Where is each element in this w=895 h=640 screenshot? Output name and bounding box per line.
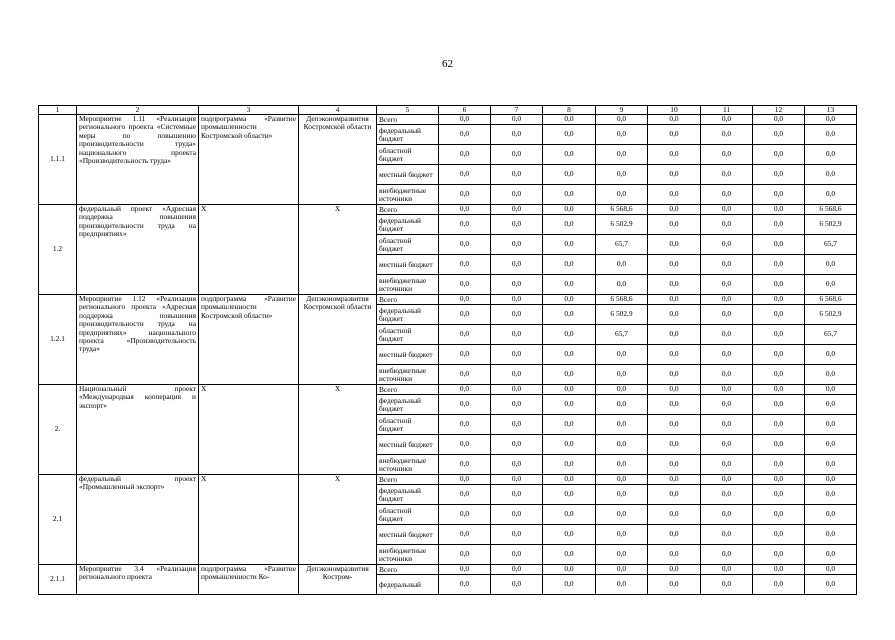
value-cell: 0,0 — [648, 115, 701, 125]
value-cell: 0,0 — [701, 115, 753, 125]
value-cell: 0,0 — [753, 575, 805, 595]
value-cell: 0,0 — [701, 565, 753, 575]
value-cell: 0,0 — [491, 455, 543, 475]
value-cell: 6 568,6 — [805, 205, 857, 215]
value-cell: 0,0 — [491, 205, 543, 215]
value-cell: 6 568,6 — [596, 295, 648, 305]
value-cell: 0,0 — [543, 575, 596, 595]
value-cell: 0,0 — [543, 365, 596, 385]
value-cell: 0,0 — [596, 475, 648, 485]
value-cell: 0,0 — [648, 365, 701, 385]
funding-source: местный бюджет — [377, 255, 439, 275]
value-cell: 0,0 — [439, 395, 491, 415]
value-cell: 0,0 — [491, 185, 543, 205]
value-cell: 0,0 — [753, 545, 805, 565]
value-cell: 0,0 — [753, 505, 805, 525]
value-cell: 0,0 — [491, 415, 543, 435]
value-cell: 0,0 — [753, 185, 805, 205]
row-number: 2.1 — [39, 475, 77, 565]
value-cell: 0,0 — [805, 525, 857, 545]
value-cell: 0,0 — [701, 125, 753, 145]
value-cell: 0,0 — [439, 365, 491, 385]
funding-source: областной бюджет — [377, 145, 439, 165]
value-cell: 0,0 — [648, 215, 701, 235]
value-cell: 0,0 — [439, 125, 491, 145]
value-cell: 0,0 — [596, 485, 648, 505]
value-cell: 0,0 — [648, 415, 701, 435]
value-cell: 6 568,6 — [805, 295, 857, 305]
value-cell: 6 568,6 — [596, 205, 648, 215]
funding-source: внебюджетные источники — [377, 545, 439, 565]
value-cell: 6 502,9 — [596, 305, 648, 325]
header-cell: 1 — [39, 106, 77, 115]
header-cell: 11 — [701, 106, 753, 115]
value-cell: 0,0 — [648, 565, 701, 575]
value-cell: 0,0 — [648, 145, 701, 165]
value-cell: 0,0 — [753, 145, 805, 165]
value-cell: 0,0 — [753, 565, 805, 575]
value-cell: 0,0 — [648, 345, 701, 365]
value-cell: 65,7 — [805, 325, 857, 345]
value-cell: 65,7 — [596, 235, 648, 255]
value-cell: 0,0 — [753, 435, 805, 455]
value-cell: 0,0 — [439, 345, 491, 365]
value-cell: 0,0 — [805, 575, 857, 595]
value-cell: 0,0 — [543, 235, 596, 255]
value-cell: 0,0 — [543, 255, 596, 275]
value-cell: 0,0 — [491, 435, 543, 455]
value-cell: 0,0 — [701, 165, 753, 185]
value-cell: 0,0 — [596, 255, 648, 275]
value-cell: 0,0 — [439, 575, 491, 595]
value-cell: 0,0 — [753, 125, 805, 145]
value-cell: 0,0 — [805, 455, 857, 475]
value-cell: 0,0 — [439, 275, 491, 295]
value-cell: 0,0 — [648, 395, 701, 415]
row-description: Национальный проект «Международная кооперация и экспорт» — [77, 385, 199, 475]
value-cell: 6 502,9 — [596, 215, 648, 235]
value-cell: 0,0 — [648, 305, 701, 325]
row-executor: Депэкономразвития Костром- — [299, 565, 377, 595]
page-number: 62 — [442, 58, 453, 70]
value-cell: 0,0 — [701, 305, 753, 325]
funding-source: Всего — [377, 205, 439, 215]
value-cell: 0,0 — [543, 125, 596, 145]
value-cell: 0,0 — [596, 145, 648, 165]
value-cell: 0,0 — [491, 275, 543, 295]
value-cell: 0,0 — [543, 475, 596, 485]
value-cell: 0,0 — [439, 185, 491, 205]
value-cell: 0,0 — [596, 365, 648, 385]
funding-source: федеральный бюджет — [377, 215, 439, 235]
row-program: X — [199, 205, 299, 295]
value-cell: 0,0 — [543, 505, 596, 525]
header-cell: 3 — [199, 106, 299, 115]
table-row — [39, 295, 857, 305]
funding-source: Всего — [377, 115, 439, 125]
value-cell: 0,0 — [701, 215, 753, 235]
value-cell: 0,0 — [648, 385, 701, 395]
value-cell: 0,0 — [596, 525, 648, 545]
table-row — [39, 565, 857, 575]
value-cell: 0,0 — [701, 275, 753, 295]
value-cell: 0,0 — [596, 505, 648, 525]
value-cell: 0,0 — [805, 485, 857, 505]
value-cell: 0,0 — [805, 115, 857, 125]
value-cell: 0,0 — [491, 235, 543, 255]
value-cell: 0,0 — [648, 275, 701, 295]
funding-source: областной бюджет — [377, 415, 439, 435]
value-cell: 0,0 — [491, 145, 543, 165]
row-number: 2. — [39, 385, 77, 475]
value-cell: 0,0 — [543, 435, 596, 455]
value-cell: 65,7 — [596, 325, 648, 345]
value-cell: 0,0 — [805, 345, 857, 365]
value-cell: 0,0 — [805, 165, 857, 185]
funding-source: областной бюджет — [377, 505, 439, 525]
value-cell: 0,0 — [543, 395, 596, 415]
value-cell: 0,0 — [701, 385, 753, 395]
value-cell: 0,0 — [701, 235, 753, 255]
value-cell: 0,0 — [543, 165, 596, 185]
value-cell: 0,0 — [543, 305, 596, 325]
value-cell: 0,0 — [753, 295, 805, 305]
value-cell: 0,0 — [753, 365, 805, 385]
value-cell: 0,0 — [543, 385, 596, 395]
value-cell: 0,0 — [543, 185, 596, 205]
header-cell: 6 — [439, 106, 491, 115]
value-cell: 0,0 — [596, 455, 648, 475]
value-cell: 0,0 — [439, 455, 491, 475]
value-cell: 0,0 — [596, 345, 648, 365]
value-cell: 0,0 — [596, 395, 648, 415]
value-cell: 0,0 — [701, 525, 753, 545]
value-cell: 0,0 — [701, 505, 753, 525]
value-cell: 0,0 — [648, 545, 701, 565]
value-cell: 0,0 — [596, 575, 648, 595]
funding-source: внебюджетные источники — [377, 455, 439, 475]
row-executor: Депэкономразвития Костромской области — [299, 115, 377, 205]
value-cell: 0,0 — [701, 205, 753, 215]
value-cell: 0,0 — [439, 295, 491, 305]
value-cell: 0,0 — [491, 385, 543, 395]
value-cell: 0,0 — [596, 415, 648, 435]
value-cell: 0,0 — [596, 545, 648, 565]
row-description: Мероприятие 1.12 «Реализация регионального проекта «Адресная поддержка повышения производительности труда на предприятиях» национального проекта «Производительность труда» — [77, 295, 199, 385]
value-cell: 0,0 — [543, 115, 596, 125]
row-program: X — [199, 475, 299, 565]
value-cell: 0,0 — [701, 395, 753, 415]
value-cell: 0,0 — [753, 235, 805, 255]
value-cell: 0,0 — [753, 275, 805, 295]
value-cell: 0,0 — [543, 295, 596, 305]
row-description: Мероприятие 1.11 «Реализация регионального проекта «Системные меры по повышению производительности труда» национального проекта «Производительность труда» — [77, 115, 199, 205]
value-cell: 0,0 — [805, 475, 857, 485]
value-cell: 0,0 — [439, 145, 491, 165]
value-cell: 0,0 — [543, 205, 596, 215]
row-number: 1.2 — [39, 205, 77, 295]
row-number: 2.1.1 — [39, 565, 77, 595]
value-cell: 0,0 — [543, 455, 596, 475]
value-cell: 0,0 — [701, 415, 753, 435]
value-cell: 0,0 — [753, 485, 805, 505]
value-cell: 0,0 — [805, 365, 857, 385]
value-cell: 0,0 — [701, 545, 753, 565]
value-cell: 0,0 — [543, 565, 596, 575]
value-cell: 0,0 — [596, 165, 648, 185]
value-cell: 0,0 — [805, 275, 857, 295]
value-cell: 0,0 — [491, 475, 543, 485]
row-description: Мероприятие 3.4 «Реализация регионального проекта — [77, 565, 199, 595]
value-cell: 0,0 — [543, 345, 596, 365]
value-cell: 6 502,9 — [805, 215, 857, 235]
funding-source: местный бюджет — [377, 525, 439, 545]
value-cell: 0,0 — [491, 255, 543, 275]
header-cell: 12 — [753, 106, 805, 115]
header-cell: 7 — [491, 106, 543, 115]
value-cell: 0,0 — [543, 215, 596, 235]
header-row — [39, 106, 857, 115]
value-cell: 0,0 — [439, 325, 491, 345]
value-cell: 6 502,9 — [805, 305, 857, 325]
header-cell: 9 — [596, 106, 648, 115]
value-cell: 0,0 — [805, 415, 857, 435]
value-cell: 0,0 — [439, 525, 491, 545]
value-cell: 0,0 — [439, 305, 491, 325]
value-cell: 0,0 — [701, 185, 753, 205]
value-cell: 0,0 — [543, 525, 596, 545]
funding-source: местный бюджет — [377, 435, 439, 455]
value-cell: 0,0 — [648, 185, 701, 205]
value-cell: 0,0 — [491, 115, 543, 125]
value-cell: 0,0 — [648, 455, 701, 475]
value-cell: 0,0 — [648, 325, 701, 345]
value-cell: 0,0 — [701, 295, 753, 305]
row-program: подпрограмма «Развитие промышленности Костромской области» — [199, 115, 299, 205]
value-cell: 0,0 — [805, 565, 857, 575]
value-cell: 0,0 — [543, 325, 596, 345]
value-cell: 0,0 — [805, 505, 857, 525]
value-cell: 0,0 — [439, 115, 491, 125]
table-row — [39, 115, 857, 125]
value-cell: 0,0 — [439, 205, 491, 215]
value-cell: 0,0 — [491, 575, 543, 595]
funding-source: внебюджетные источники — [377, 185, 439, 205]
value-cell: 0,0 — [701, 455, 753, 475]
value-cell: 0,0 — [491, 345, 543, 365]
funding-source: внебюджетные источники — [377, 365, 439, 385]
value-cell: 0,0 — [753, 415, 805, 435]
value-cell: 0,0 — [753, 325, 805, 345]
value-cell: 65,7 — [805, 235, 857, 255]
value-cell: 0,0 — [753, 215, 805, 235]
row-program: подпрограмма «Развитие промышленности Ко- — [199, 565, 299, 595]
value-cell: 0,0 — [439, 235, 491, 255]
header-cell: 2 — [77, 106, 199, 115]
value-cell: 0,0 — [491, 565, 543, 575]
value-cell: 0,0 — [753, 455, 805, 475]
funding-source: местный бюджет — [377, 165, 439, 185]
value-cell: 0,0 — [805, 435, 857, 455]
value-cell: 0,0 — [543, 275, 596, 295]
row-program: подпрограмма «Развитие промышленности Костромской области» — [199, 295, 299, 385]
funding-source: федеральный бюджет — [377, 125, 439, 145]
value-cell: 0,0 — [753, 165, 805, 185]
value-cell: 0,0 — [543, 545, 596, 565]
value-cell: 0,0 — [491, 295, 543, 305]
value-cell: 0,0 — [805, 255, 857, 275]
value-cell: 0,0 — [439, 165, 491, 185]
value-cell: 0,0 — [753, 395, 805, 415]
header-cell: 10 — [648, 106, 701, 115]
row-executor: Депэкономразвития Костромской области — [299, 295, 377, 385]
value-cell: 0,0 — [491, 125, 543, 145]
value-cell: 0,0 — [596, 435, 648, 455]
value-cell: 0,0 — [491, 485, 543, 505]
value-cell: 0,0 — [439, 545, 491, 565]
value-cell: 0,0 — [543, 145, 596, 165]
header-cell: 5 — [377, 106, 439, 115]
table-row — [39, 475, 857, 485]
value-cell: 0,0 — [805, 185, 857, 205]
header-cell: 13 — [805, 106, 857, 115]
value-cell: 0,0 — [596, 565, 648, 575]
funding-source: федеральный бюджет — [377, 485, 439, 505]
value-cell: 0,0 — [805, 545, 857, 565]
value-cell: 0,0 — [805, 145, 857, 165]
funding-source: областной бюджет — [377, 235, 439, 255]
value-cell: 0,0 — [701, 325, 753, 345]
value-cell: 0,0 — [439, 415, 491, 435]
value-cell: 0,0 — [753, 205, 805, 215]
value-cell: 0,0 — [596, 115, 648, 125]
value-cell: 0,0 — [439, 385, 491, 395]
value-cell: 0,0 — [753, 525, 805, 545]
budget-table — [38, 105, 857, 595]
value-cell: 0,0 — [596, 275, 648, 295]
value-cell: 0,0 — [491, 165, 543, 185]
value-cell: 0,0 — [753, 305, 805, 325]
funding-source: Всего — [377, 295, 439, 305]
table-row — [39, 205, 857, 215]
value-cell: 0,0 — [596, 185, 648, 205]
funding-source: Всего — [377, 385, 439, 395]
value-cell: 0,0 — [701, 485, 753, 505]
row-executor: X — [299, 385, 377, 475]
value-cell: 0,0 — [543, 415, 596, 435]
row-description: федеральный проект «Адресная поддержка повышения производительности труда на предприятиях» — [77, 205, 199, 295]
value-cell: 0,0 — [648, 525, 701, 545]
value-cell: 0,0 — [491, 525, 543, 545]
value-cell: 0,0 — [439, 505, 491, 525]
value-cell: 0,0 — [491, 325, 543, 345]
value-cell: 0,0 — [491, 505, 543, 525]
value-cell: 0,0 — [701, 365, 753, 385]
funding-source: Всего — [377, 565, 439, 575]
value-cell: 0,0 — [701, 345, 753, 365]
value-cell: 0,0 — [543, 485, 596, 505]
value-cell: 0,0 — [439, 475, 491, 485]
header-cell: 8 — [543, 106, 596, 115]
value-cell: 0,0 — [439, 565, 491, 575]
value-cell: 0,0 — [701, 145, 753, 165]
row-description: федеральный проект «Промышленный экспорт» — [77, 475, 199, 565]
table-body — [39, 106, 857, 595]
value-cell: 0,0 — [648, 505, 701, 525]
table-row — [39, 385, 857, 395]
funding-source: областной бюджет — [377, 325, 439, 345]
funding-source: внебюджетные источники — [377, 275, 439, 295]
funding-source: федеральный бюджет — [377, 305, 439, 325]
value-cell: 0,0 — [753, 475, 805, 485]
value-cell: 0,0 — [805, 395, 857, 415]
row-number: 1.1.1 — [39, 115, 77, 205]
value-cell: 0,0 — [648, 255, 701, 275]
value-cell: 0,0 — [701, 475, 753, 485]
value-cell: 0,0 — [648, 475, 701, 485]
value-cell: 0,0 — [648, 575, 701, 595]
row-program: X — [199, 385, 299, 475]
value-cell: 0,0 — [491, 215, 543, 235]
value-cell: 0,0 — [701, 255, 753, 275]
row-executor: X — [299, 205, 377, 295]
value-cell: 0,0 — [753, 385, 805, 395]
value-cell: 0,0 — [596, 385, 648, 395]
value-cell: 0,0 — [648, 295, 701, 305]
value-cell: 0,0 — [648, 435, 701, 455]
value-cell: 0,0 — [648, 235, 701, 255]
value-cell: 0,0 — [648, 485, 701, 505]
value-cell: 0,0 — [439, 255, 491, 275]
row-number: 1.2.1 — [39, 295, 77, 385]
row-executor: X — [299, 475, 377, 565]
value-cell: 0,0 — [439, 435, 491, 455]
funding-source: федеральный — [377, 575, 439, 595]
value-cell: 0,0 — [439, 215, 491, 235]
header-cell: 4 — [299, 106, 377, 115]
value-cell: 0,0 — [491, 365, 543, 385]
value-cell: 0,0 — [805, 385, 857, 395]
value-cell: 0,0 — [439, 485, 491, 505]
value-cell: 0,0 — [648, 205, 701, 215]
value-cell: 0,0 — [491, 395, 543, 415]
value-cell: 0,0 — [648, 165, 701, 185]
value-cell: 0,0 — [805, 125, 857, 145]
value-cell: 0,0 — [491, 305, 543, 325]
value-cell: 0,0 — [596, 125, 648, 145]
value-cell: 0,0 — [753, 345, 805, 365]
funding-source: Всего — [377, 475, 439, 485]
value-cell: 0,0 — [701, 435, 753, 455]
value-cell: 0,0 — [648, 125, 701, 145]
funding-source: федеральный бюджет — [377, 395, 439, 415]
value-cell: 0,0 — [701, 575, 753, 595]
funding-source: местный бюджет — [377, 345, 439, 365]
value-cell: 0,0 — [753, 115, 805, 125]
value-cell: 0,0 — [491, 545, 543, 565]
value-cell: 0,0 — [753, 255, 805, 275]
